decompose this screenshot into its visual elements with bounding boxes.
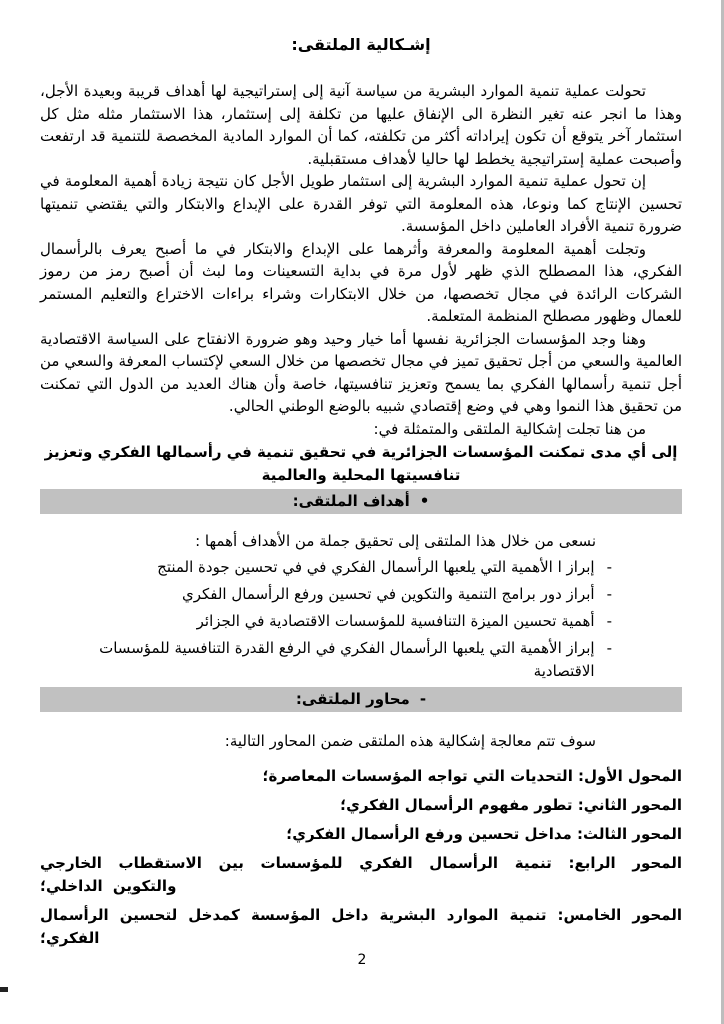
axis-item: المحول الأول: التحديات التي تواجه المؤسسات المعاصرة؛ bbox=[262, 766, 682, 785]
page-number: 2 bbox=[357, 952, 367, 968]
bullet-icon: • bbox=[419, 491, 430, 510]
body-paragraph: وتجلت أهمية المعلومة والمعرفة وأثرهما على الإبداع والابتكار في ما أصبح يعرف بالرأسمال الفكري، هذا المصطلح الذي ظهر لأول مرة في بداية التسعينات وما لبث أن أصبح رمز من رموز الشركات الرائدة في مجال تخصصها، من خلال الابتكارات وشراء براءات الاختراع والتعليم المستمر للعمال وظهور مصطلح المنظمة المتعلمة. bbox=[40, 239, 682, 325]
axes-list bbox=[40, 765, 682, 950]
problem-statement: إلى أي مدى تمكنت المؤسسات الجزائرية في تحقيق تنمية في رأسمالها الفكري وتعزيز تنافسيتها المحلية والعالمية bbox=[44, 442, 678, 484]
dash-icon: - bbox=[606, 611, 612, 630]
body-paragraph: تحولت عملية تنمية الموارد البشرية من سياسة آنية إلى إستراتيجية لها أهداف قريبة وبعيدة الأجل، وهذا ما انجر عنه تغير النظرة الى الإنفاق عليها من تكلفة إلى إستثمار، هذا الاستثمار مثله مثل كل استثمار آخر يتوقع أن تكون إيراداته أكثر من تكلفته، كما أن الموارد المادية المخصصة للتنمية قد ارتفعت وأصبحت عملية إستراتيجية يخطط لها حاليا لأهداف مستقبلية. bbox=[40, 82, 682, 168]
dash-icon: - bbox=[606, 638, 612, 657]
axes-banner-label: محاور الملتقى: bbox=[295, 689, 410, 708]
body-paragraph: وهنا وجد المؤسسات الجزائرية نفسها أما خيار وحيد وهو ضرورة الانفتاح على السياسة الاقتصادية العالمية والسعي من أجل تحقيق تميز في مجال تخصصها من خلال السعي لإكتساب المعرفة والسعي من أجل تنمية رأسمالها الفكري بما يسمح وتعزيز تنافسيتها، خاصة وأن هناك العديد من الدول التي تمكنت من تحقيق هذا النموا وهي في وضع إقتصادي شبيه بالوضع الوطني الحالي. bbox=[40, 329, 682, 415]
axes-intro: سوف تتم معالجة إشكالية هذه الملتقى ضمن المحاور التالية: bbox=[224, 731, 596, 750]
page-title: إشـكالية الملتقى: bbox=[291, 35, 431, 54]
objective-text: أبراز دور برامج التنمية والتكوين في تحسين ورفع الرأسمال الفكري bbox=[181, 584, 595, 603]
list-item bbox=[40, 583, 612, 606]
axis-item: المحور الثاني: تطور مفهوم الرأسمال الفكري؛ bbox=[340, 795, 682, 814]
axis-item: المحور الرابع: تنمية الرأسمال الفكري للمؤسسات بين الاستقطاب الخارجي والتكوين الداخلي؛ bbox=[40, 853, 682, 895]
objective-text: أهمية تحسين الميزة التنافسية للمؤسسات الاقتصادية في الجزائر bbox=[196, 611, 595, 630]
objective-text: إبراز ا الأهمية التي يلعبها الرأسمال الفكري في في تحسين جودة المنتج bbox=[157, 557, 595, 576]
objectives-intro: نسعى من خلال هذا الملتقى إلى تحقيق جملة من الأهداف أهمها : bbox=[195, 531, 596, 550]
dash-icon: - bbox=[606, 557, 612, 576]
dash-icon: - bbox=[419, 689, 427, 708]
list-item bbox=[40, 610, 612, 633]
list-item bbox=[40, 637, 612, 683]
objective-text: إبراز الأهمية التي يلعبها الرأسمال الفكري في الرفع القدرة التنافسية للمؤسسات الاقتصادية bbox=[99, 638, 595, 680]
scan-artifact bbox=[0, 987, 8, 992]
objectives-banner-label: أهداف الملتقى: bbox=[292, 491, 410, 510]
problem-lead-in: من هنا تجلت إشكالية الملتقى والمتمثلة في: bbox=[373, 419, 646, 438]
axis-item: المحور الثالث: مداخل تحسين ورفع الرأسمال الفكري؛ bbox=[286, 824, 682, 843]
list-item bbox=[40, 556, 612, 579]
body-paragraph: إن تحول عملية تنمية الموارد البشرية إلى استثمار طويل الأجل كان نتيجة زيادة أهمية المعلومة في تحسين الإنتاج كما ونوعا، هذه المعلومة التي توفر القدرة على الإبداع والابتكار والتي يقتضي تنميتها ضرورة تنمية الأفراد العاملين داخل المؤسسة. bbox=[40, 172, 682, 235]
objectives-banner bbox=[40, 489, 682, 514]
dash-icon: - bbox=[606, 584, 612, 603]
axes-banner bbox=[40, 687, 682, 712]
axis-item: المحور الخامس: تنمية الموارد البشرية داخل المؤسسة كمدخل لتحسين الرأسمال الفكري؛ bbox=[40, 905, 682, 947]
objectives-list bbox=[40, 556, 682, 683]
